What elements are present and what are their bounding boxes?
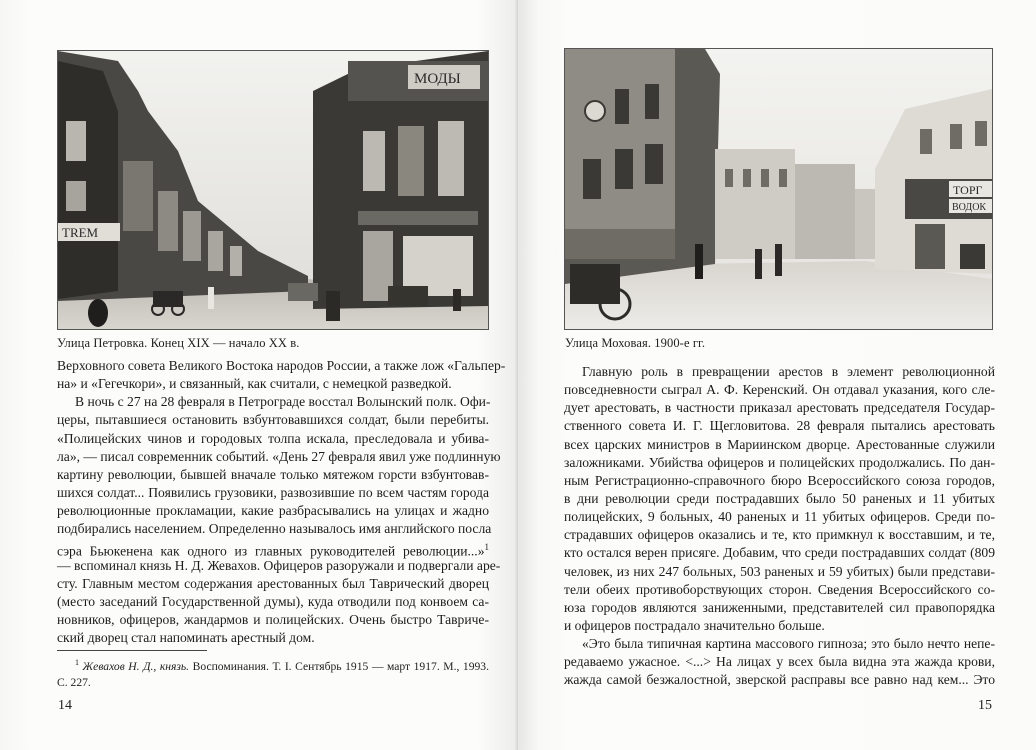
page-number-left: 14 xyxy=(58,698,72,713)
text-line: церы, пытавшиеся остановить взбунтовавшихся солдат, были перебиты. xyxy=(57,412,489,428)
text-line: (место заседаний Государственной думы), куда отводили под конвоем са- xyxy=(57,593,489,609)
text-line: «Это была типичная картина массового гипноза; это было нечто непе- xyxy=(582,636,995,652)
text-line: новников, офицеров, жандармов и полицейских. Очень быстро Тавриче- xyxy=(57,611,489,627)
photo-petrovka xyxy=(57,50,489,330)
text-line-with-footnote-ref xyxy=(57,538,489,559)
text-line: В ночь с 27 на 28 февраля в Петрограде восстал Волынский полк. Офи- xyxy=(75,394,491,410)
text-line: человек, из них 247 больных, 503 раненых и 59 убитых) были представи- xyxy=(564,563,995,579)
photo-caption: Улица Моховая. 1900-е гг. xyxy=(565,336,706,350)
text-line: в дни революции среди пострадавших было 50 раненых и 11 убитых xyxy=(564,490,995,506)
text-line: полицейских, 9 больных, 40 раненых и 11 убитых офицеров. Среди по- xyxy=(564,509,995,525)
text-line: страдавших офицеров оказались и те, кто примкнул к восставшим, и те, xyxy=(564,527,995,543)
text-line: революционные прокламации, какие разбрасывались на улицах и жадно xyxy=(57,503,489,519)
text-segment: сэра Бьюкенена как одного из главных руководителей революции...» xyxy=(57,543,485,559)
text-line: заложниками. Убийства офицеров и полицейских продолжались. По дан- xyxy=(564,454,995,470)
photo-mokhovaya xyxy=(564,48,993,330)
footnote-source: Воспоминания. Т. I. Сентябрь 1915 — март 1917. М., 1993. xyxy=(189,659,489,673)
footnote-marker: 1 xyxy=(75,658,79,667)
text-line: ственного совета И. Г. Щегловитова. 28 февраля пытались арестовать xyxy=(564,418,995,434)
body-text xyxy=(564,363,995,690)
text-line: повседневности сыграл А. Ф. Керенский. Он отдавал указания, кого сле- xyxy=(564,382,995,398)
footnote-line xyxy=(57,655,489,675)
text-line: тели обеих противоборствующих сторон. Сведения Всероссийского со- xyxy=(564,581,995,597)
text-line: дует арестовать, в частности приказал арестовать председателя Государ- xyxy=(564,400,995,416)
footnote-author: Жевахов Н. Д., князь. xyxy=(82,659,190,673)
text-line: Верховного совета Великого Востока народов России, а также лож «Гальпер- xyxy=(57,358,506,373)
text-line: Главную роль в превращении арестов в элемент революционной xyxy=(582,364,995,379)
shop-sign-vodok: ВОДОК xyxy=(952,202,987,213)
text-line: кто остался верен присяге. Добавим, что среди пострадавших солдат (809 xyxy=(564,545,995,561)
text-line: редаваемо ужасное. <...> На лицах у всех была видна эта жажда крови, xyxy=(564,654,995,670)
text-line: — вспоминал князь Н. Д. Жевахов. Офицеров разоружали и подвергали аре- xyxy=(57,557,501,573)
shop-sign-mody: МОДЫ xyxy=(414,71,461,87)
text-line: ла», — писал современник событий. «День 27 февраля явил уже подлинную xyxy=(57,448,501,464)
text-line: «Полицейских чинов и городовых толпа искала, преследовала и убива- xyxy=(57,430,489,446)
body-text xyxy=(57,357,506,647)
text-line: шихся солдат... Появились грузовики, развозившие по всем частям города xyxy=(57,484,489,500)
text-line: всех царских министров в Мариинском дворце. Арестованные служили xyxy=(564,436,995,452)
footnote-separator xyxy=(57,650,207,651)
right-page xyxy=(518,0,1036,750)
footnote-line: С. 227. xyxy=(57,675,91,689)
text-line: ский дворец стал напоминать арестный дом. xyxy=(57,630,315,646)
page-number-right: 15 xyxy=(978,698,992,713)
text-line: сту. Главным местом содержания арестованных был Таврический дворец xyxy=(57,575,489,591)
text-line: ным Регистрационно-справочного бюро Всероссийского союза городов, xyxy=(564,472,995,488)
text-line: подбирались населением. Определенно называлось имя английского посла xyxy=(57,521,492,537)
text-line: и офицеров пострадало значительно больше. xyxy=(564,617,825,633)
footnote-ref[interactable]: 1 xyxy=(484,542,489,553)
text-line: жажда самой безжалостной, зверской расправы все равно над кем... Это xyxy=(564,672,995,688)
shop-sign-trem: TREM xyxy=(62,225,99,240)
text-line: юза городов являются заниженными, представителей сил правопорядка xyxy=(564,599,995,615)
photo-caption: Улица Петровка. Конец XIX — начало XX в. xyxy=(57,336,300,350)
footnote xyxy=(57,655,489,691)
text-line: картину революции, бывшей вначале только мятежом горсти взбунтовав- xyxy=(57,466,489,482)
text-line: на» и «Гегечкори», и связанный, как считали, с немецкой разведкой. xyxy=(57,376,452,392)
shop-sign-torg: ТОРГ xyxy=(953,183,983,197)
